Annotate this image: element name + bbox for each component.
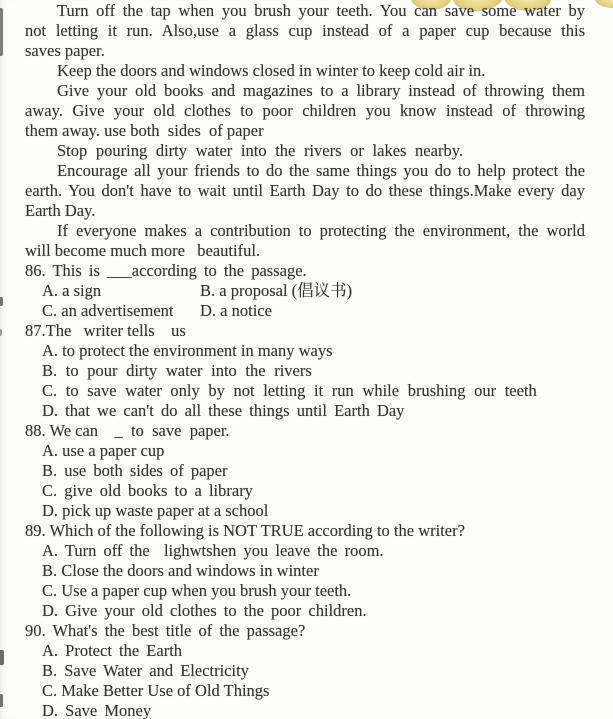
option-89-d: D. Give your old clothes to the poor children. [42, 601, 367, 620]
option-86-c: C. an advertisement [42, 301, 174, 320]
option-89-b: B. Close the doors and windows in winter [42, 561, 319, 580]
option-90-d: D. Save Money [42, 701, 152, 719]
option-86-b: B. a proposal (倡议书) [200, 281, 353, 300]
question-stem-89: 89. Which of the following is NOT TRUE according to the writer? [25, 521, 465, 540]
option-90-b: B. Save Water and Electricity [42, 661, 249, 680]
option-88-a: A. use a paper cup [42, 441, 165, 460]
question-stem-87: 87.The writer tells us [25, 321, 186, 340]
passage-line: will become much more beautiful. [25, 241, 261, 260]
option-88-b: B. use both sides of paper [42, 461, 228, 480]
passage-line: Encourage all your friends to do the same things you do to help protect the [57, 161, 585, 180]
option-87-c: C. to save water only by not letting it run while brushing our teeth [42, 381, 537, 400]
question-stem-88: 88. We can _ to save paper. [25, 421, 230, 440]
option-89-c: C. Use a paper cup when you brush your teeth. [42, 581, 352, 600]
passage-line: If everyone makes a contribution to protecting the environment, the world [57, 221, 585, 240]
passage-line: them away. use both sides of paper [25, 121, 264, 140]
option-row-86-ab [25, 281, 585, 301]
scan-edge-mark [0, 694, 3, 707]
option-row-86-cd [25, 301, 585, 321]
reading-passage-and-questions [25, 1, 585, 719]
scan-edge-mark [0, 8, 3, 56]
option-87-a: A. to protect the environment in many ways [42, 341, 333, 360]
scan-edge-mark [0, 650, 4, 665]
passage-line: Give your old books and magazines to a library instead of throwing them [57, 81, 585, 100]
option-90-c: C. Make Better Use of Old Things [42, 681, 270, 700]
option-88-d: D. pick up waste paper at a school [42, 501, 269, 520]
passage-line: not letting it run. Also,use a glass cup instead of a paper cup because this [25, 21, 585, 40]
option-89-a: A. Turn off the lighwtshen you leave the room. [42, 541, 384, 560]
option-87-d: D. that we can't do all these things until Earth Day [42, 401, 405, 420]
question-stem-90: 90. What's the best title of the passage? [25, 621, 306, 640]
passage-line: earth. You don't have to wait until Earth Day to do these things.Make every day [25, 181, 585, 200]
question-stem-86: 86. This is ___according to the passage. [25, 261, 307, 280]
option-87-b: B. to pour dirty water into the rivers [42, 361, 312, 380]
passage-line: Earth Day. [25, 201, 96, 220]
passage-line: away. Give your old clothes to poor children you know instead of throwing [25, 101, 585, 120]
scan-edge-mark [0, 329, 2, 336]
passage-line: saves paper. [25, 41, 105, 60]
passage-line: Keep the doors and windows closed in winter to keep cold air in. [57, 61, 486, 80]
gold-blob-artifact [595, 0, 613, 8]
passage-line: Turn off the tap when you brush your teeth. You can save some water by [57, 1, 585, 20]
option-90-a: A. Protect the Earth [42, 641, 183, 660]
option-88-c: C. give old books to a library [42, 481, 253, 500]
scan-edge-mark [0, 297, 3, 306]
option-86-d: D. a notice [200, 301, 272, 320]
option-86-a: A. a sign [42, 281, 102, 300]
passage-line: Stop pouring dirty water into the rivers or lakes nearby. [57, 141, 464, 160]
